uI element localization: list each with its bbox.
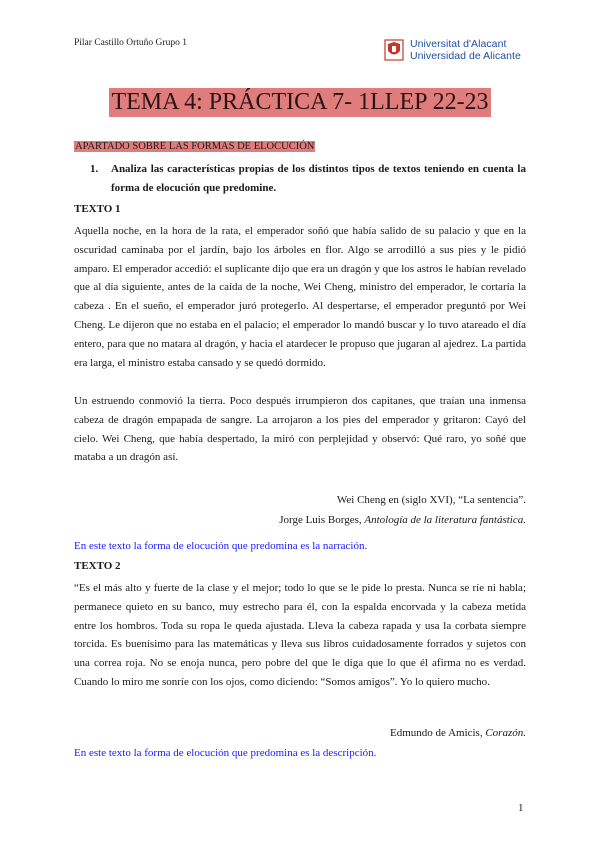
logo-line-spanish: Universidad de Alicante (410, 50, 521, 62)
text1-heading: TEXTO 1 (74, 203, 121, 215)
text1-citation-2 (279, 514, 526, 526)
question-text: Analiza las características propias de los distintos tipos de textos teniendo en cuenta la forma de elocución que predomine. (111, 163, 526, 194)
text2-paragraph: “Es el más alto y fuerte de la clase y el mejor; todo lo que se le pide lo presta. Nunca se ríe ni habla; permanece quieto en su banco, muy estrecho para él, con la espalda encorvada y la cabeza metida entre los hombros. Toda su ropa le queda ajustada. Lleva la cabeza rapada y usa la corbata siempre torcida. Es buenísimo para las matemáticas y lleva sus libros cuidadosamente forrados y sujetos con una correa roja. No se enoja nunca, pero pobre del que le diga que lo que él afirma no es verdad. Cuando lo miro me sonríe con los ojos, como diciendo: “Somos amigos”. Yo lo quiero mucho. (74, 582, 526, 688)
text1-answer: En este texto la forma de elocución que predomina es la narración. (74, 540, 368, 552)
text1-paragraph-2: Un estruendo conmovió la tierra. Poco después irrumpieron dos capitanes, que traían una inmensa cabeza de dragón empapada de sangre. La arrojaron a los pies del emperador y gritaron: Cayó del cielo. Wei Cheng, que había despertado, la miró con perplejidad y observó: Qué raro, yo soñé que mataba a un dragón así. (74, 395, 526, 464)
logo-line-valencian: Universitat d'Alacant (410, 38, 507, 50)
text1-paragraph-1: Aquella noche, en la hora de la rata, el emperador soñó que había salido de su palacio y que en la oscuridad caminaba por el jardín, bajo los árboles en flor. Algo se arrodilló a sus pies y le pidió amparo. El emperador accedió: el suplicante dijo que era un dragón y que los astros le habían revelado que al día siguiente, antes de la caída de la noche, Wei Cheng, ministro del emperador, le cortaría la cabeza . En el sueño, el emperador juró protegerlo. Al despertarse, el emperador preguntó por Wei Cheng. Le dijeron que no estaba en el palacio; el emperador lo mandó buscar y lo tuvo atareado el día entero, para que no matara al dragón, y hacia el atardecer le propuso que jugaran al ajedrez. La partida era larga, el ministro estaba cansado y se quedó dormido. (74, 225, 526, 369)
text2-citation (390, 727, 526, 739)
section-heading: APARTADO SOBRE LAS FORMAS DE ELOCUCIÓN (75, 141, 315, 152)
page-title: TEMA 4: PRÁCTICA 7- 1LLEP 22-23 (111, 89, 489, 115)
text2-answer: En este texto la forma de elocución que predomina es la descripción. (74, 747, 377, 759)
citation-author: Edmundo de Amicis, (390, 727, 486, 739)
question-number: 1. (90, 163, 99, 175)
page-number: 1 (518, 802, 524, 814)
university-logo (384, 38, 521, 62)
question-item (90, 160, 526, 198)
citation-work: Antología de la literatura fantástica. (364, 514, 526, 526)
text2-heading: TEXTO 2 (74, 560, 121, 572)
citation-author: Jorge Luis Borges, (279, 514, 365, 526)
text1-citation-1: Wei Cheng en (siglo XVI), “La sentencia”. (336, 494, 526, 506)
citation-work: Corazón. (485, 727, 526, 739)
university-emblem-icon (384, 39, 404, 61)
header-author: Pilar Castillo Ortuño Grupo 1 (74, 38, 187, 48)
